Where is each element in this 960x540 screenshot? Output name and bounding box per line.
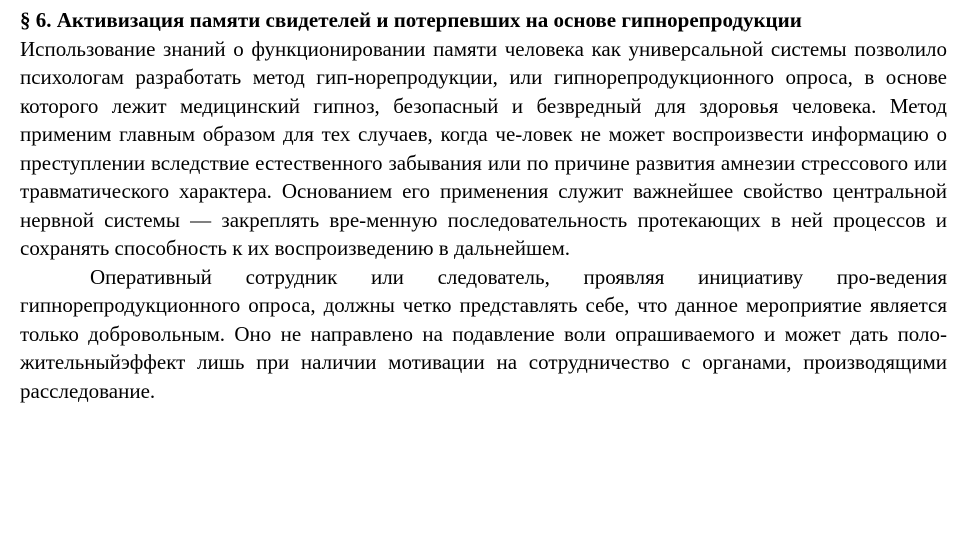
paragraph-2: Оперативный сотрудник или следователь, проявляя инициативу про-ведения гипнорепродукционного опроса, должны четко представлять себе, что данное мероприятие является только добровольным. Оно не направлено на подавление воли опрашиваемого и может дать поло-жительныйэффект лишь при наличии мотивации на сотрудничество с органами, производящими расследование. [20,264,947,403]
document-slide [20,6,947,405]
paragraph-1: Использование знаний о функционировании памяти человека как универсальной системы позволило психологам разработать метод гип-норепродукции, или гипнорепродукционного опроса, в основе которого лежит медицинский гипноз, безопасный и безвредный для здоровья человека. Метод применим главным образом для тех случаев, когда че-ловек не может воспроизвести информацию о преступлении вследствие естественного забывания или по причине развития амнезии стрессового или травматического характера. Основанием его применения служит важнейшее свойство центральной нервной системы — закреплять вре-менную последовательность протекающих в ней процессов и сохранять способность к их воспроизведению в дальнейшем. [20,36,947,260]
section-title: § 6. Активизация памяти свидетелей и потерпевших на основе гипнорепродукции [20,8,802,32]
